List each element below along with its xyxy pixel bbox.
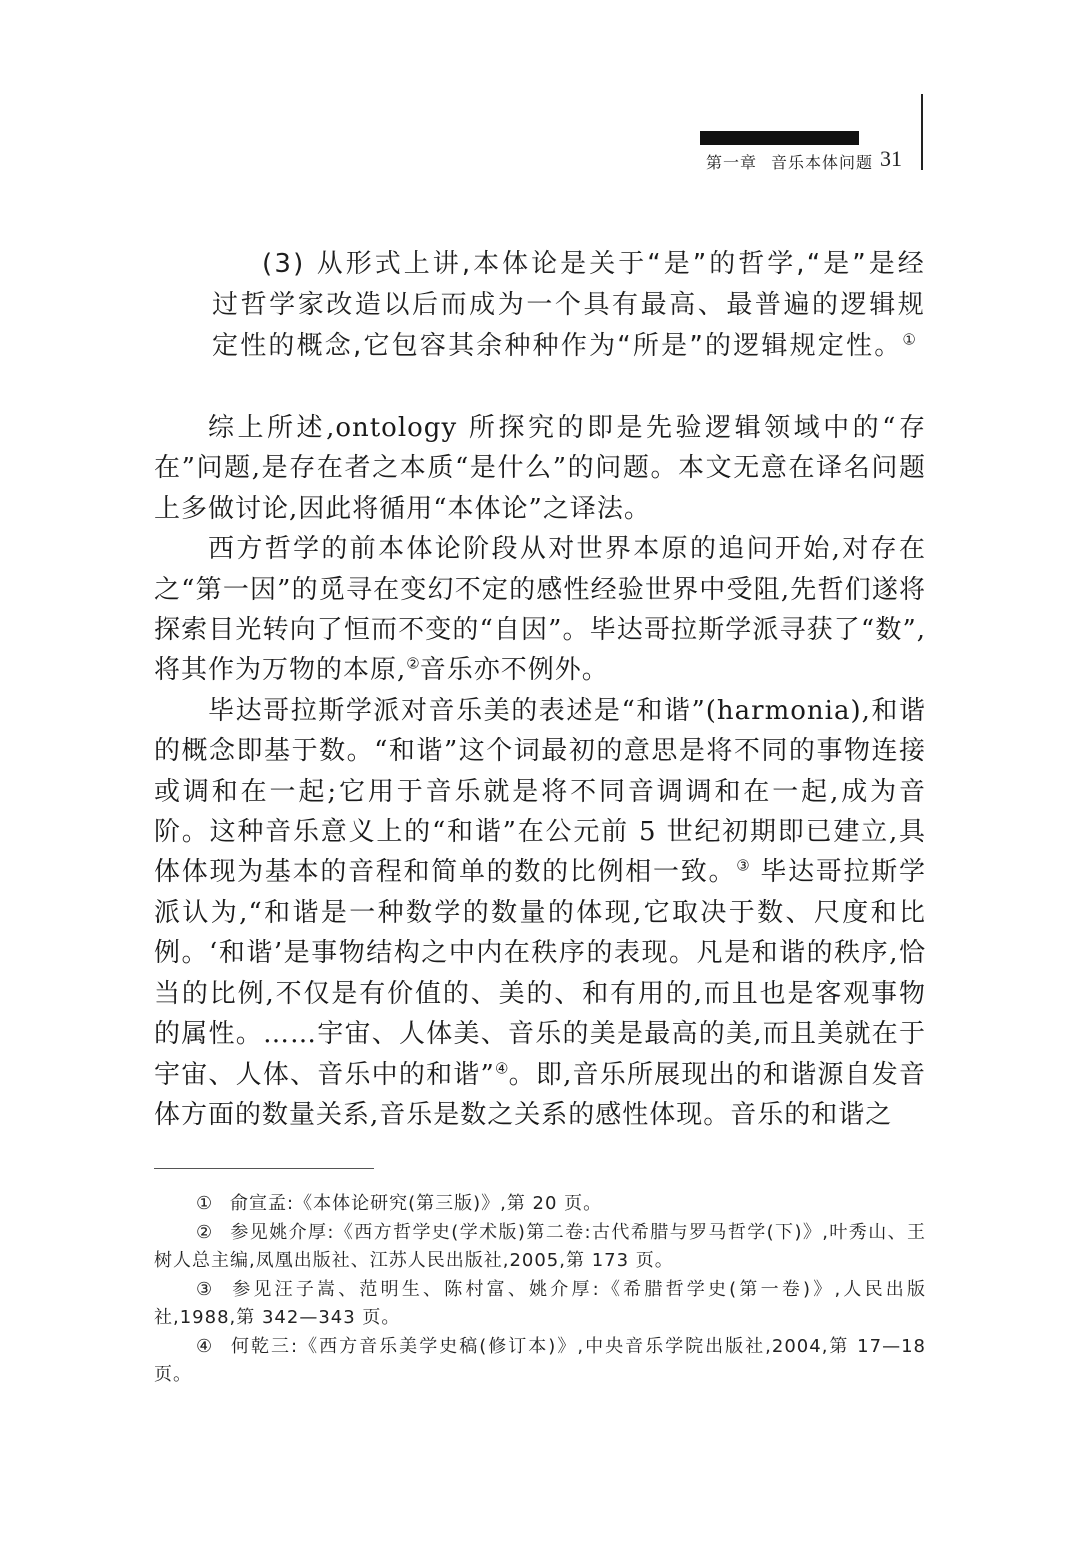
footnote-ref-2[interactable]: ② — [406, 654, 420, 673]
body-paragraph-3-text-c: 。即,音乐所展现出的和谐源自发音体方面的数量关系,音乐是数之关系的感性体现。音乐的和谐之 — [154, 1059, 927, 1130]
quote-text: (3) 从形式上讲,本体论是关于“是”的哲学,“是”是经过哲学家改造以后而成为一个具有最高、最普遍的逻辑规定性的概念,它包容其余种种作为“所是”的逻辑规定性。 — [212, 249, 926, 361]
chapter-title: 音乐本体问题 — [771, 153, 874, 172]
running-head — [706, 150, 873, 173]
footnote-text-4: 何乾三:《西方音乐美学史稿(修订本)》,中央音乐学院出版社,2004,第 17—18 页。 — [154, 1335, 926, 1385]
block-quote — [212, 244, 926, 367]
body-paragraph-3 — [154, 691, 926, 1135]
footnote-ref-4[interactable]: ④ — [494, 1058, 509, 1077]
body-paragraph-2-text-a: 西方哲学的前本体论阶段从对世界本原的追问开始,对存在之“第一因”的觅寻在变幻不定的感性经验世界中受阻,先哲们遂将探索目光转向了恒而不变的“自因”。毕达哥拉斯学派寻获了“数”,将其作为万物的本原, — [154, 534, 926, 686]
footnote-mark-3: ③ — [196, 1278, 214, 1300]
quote-paragraph — [212, 244, 926, 367]
footnote-separator — [154, 1168, 374, 1169]
body-paragraph-2-text-b: 音乐亦不例外。 — [419, 655, 609, 686]
footnote-ref-3[interactable]: ③ — [736, 856, 751, 875]
footnote-mark-2: ② — [196, 1221, 214, 1243]
footnote-4 — [154, 1333, 926, 1390]
chapter-number: 第一章 — [706, 153, 758, 172]
header-black-bar — [700, 131, 859, 145]
body-paragraph-1: 综上所述,ontology 所探究的即是先验逻辑领域中的“存在”问题,是存在者之本质“是什么”的问题。本文无意在译名问题上多做讨论,因此将循用“本体论”之译法。 — [154, 413, 926, 524]
footnote-2 — [154, 1219, 926, 1276]
body-paragraph-3-text-a: 毕达哥拉斯学派对音乐美的表述是“和谐”(harmonia),和谐的概念即基于数。“和谐”这个词最初的意思是将不同的事物连接或调和在一起;它用于音乐就是将不同音调调和在一起,成为音阶。这种音乐意义上的“和谐”在公元前 5 世纪初期即已建立,具体体现为基本的音程和简单的数的比例相一致。 — [154, 695, 926, 888]
footnote-3 — [154, 1276, 926, 1333]
footnote-1 — [154, 1190, 926, 1219]
footnote-mark-1: ① — [196, 1193, 214, 1214]
page-number: 31 — [880, 146, 902, 171]
footnote-text-2: 参见姚介厚:《西方哲学史(学术版)第二卷:古代希腊与罗马哲学(下)》,叶秀山、王树人总主编,凤凰出版社、江苏人民出版社,2005,第 173 页。 — [154, 1221, 926, 1271]
footnote-text-1: 俞宣孟:《本体论研究(第三版)》,第 20 页。 — [230, 1193, 603, 1214]
footnote-mark-4: ④ — [196, 1335, 214, 1357]
footnote-text-3: 参见汪子嵩、范明生、陈村富、姚介厚:《希腊哲学史(第一卷)》,人民出版社,1988,第 342—343 页。 — [154, 1278, 926, 1328]
page-vertical-rule — [921, 94, 923, 170]
footnotes — [154, 1190, 926, 1390]
body-text — [154, 408, 926, 1135]
body-paragraph-3-text-b: 毕达哥拉斯学派认为,“和谐是一种数学的数量的体现,它取决于数、尺度和比例。‘和谐’是事物结构之中内在秩序的表现。凡是和谐的秩序,恰当的比例,不仅是有价值的、美的、和有用的,而且也是客观事物的属性。……宇宙、人体美、音乐的美是最高的美,而且美就在于宇宙、人体、音乐中的和谐” — [154, 857, 926, 1090]
body-paragraph-2 — [154, 529, 926, 691]
footnote-ref-1[interactable]: ① — [902, 330, 916, 349]
